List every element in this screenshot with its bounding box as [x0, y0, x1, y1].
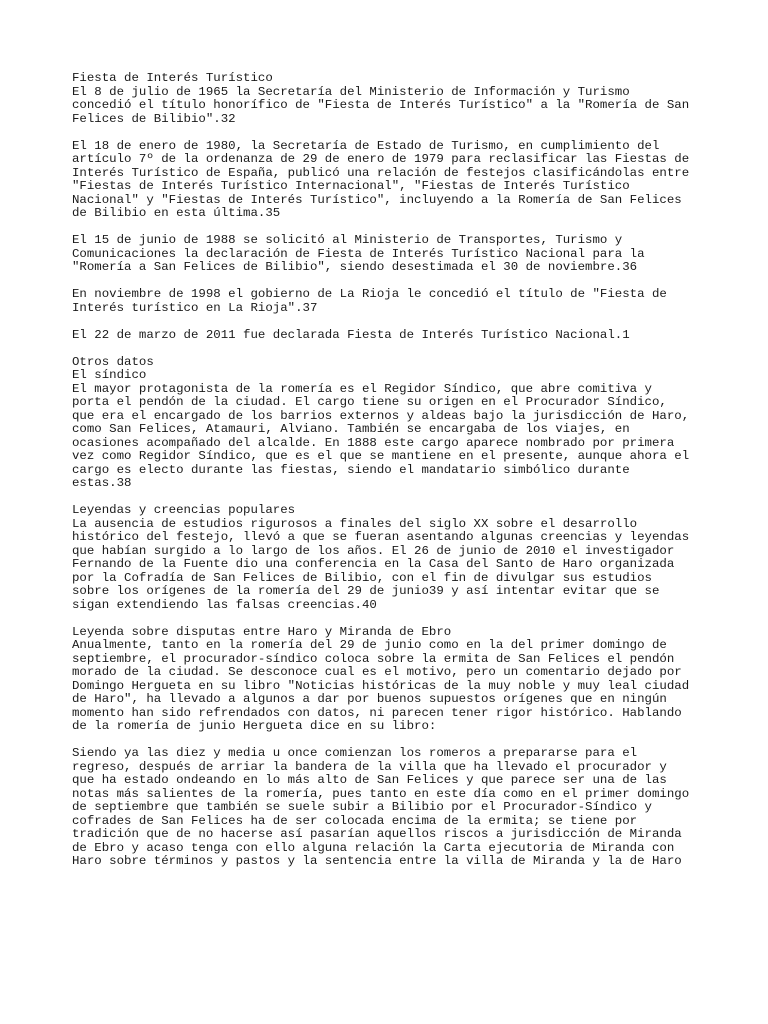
text-line: porta el pendón de la ciudad. El cargo tiene su origen en el Procurador Síndico, [72, 395, 667, 409]
text-line: La ausencia de estudios rigurosos a finales del siglo XX sobre el desarrollo [72, 516, 638, 531]
text-line: Fiesta de Interés Turístico [72, 71, 273, 85]
text-line: de Ebro y acaso tenga con ello alguna relación la Carta ejecutoria de Miranda con [72, 840, 675, 855]
text-line: El mayor protagonista de la romería es el Regidor Síndico, que abre comitiva y [72, 381, 652, 396]
text-line: Nacional" y "Fiestas de Interés Turístico", incluyendo a la Romería de San Felices [72, 192, 682, 207]
paragraph [72, 356, 712, 491]
text-line: Interés turístico en La Rioja".37 [72, 300, 318, 315]
text-line: Otros datos [72, 354, 154, 369]
paragraph [72, 329, 712, 343]
text-line: que ha estado ondeando en lo más alto de San Felices y que parece ser una de las [72, 773, 667, 787]
text-line: sigan extendiendo las falsas creencias.40 [72, 597, 377, 612]
paragraph [72, 72, 712, 126]
text-line: de Bilibio en esta última.35 [72, 206, 281, 220]
text-line: "Romería a San Felices de Bilibio", siendo desestimada el 30 de noviembre.36 [72, 260, 638, 274]
text-line: tradición que de no hacerse así pasarían aquellos riscos a jurisdicción de Miranda [72, 827, 682, 841]
text-line: vez como Regidor Síndico, que es el que se mantiene en el presente, aunque ahora el [72, 449, 690, 463]
document-page [72, 72, 712, 882]
text-line: Siendo ya las diez y media u once comienzan los romeros a prepararse para el [72, 746, 638, 760]
paragraph [72, 234, 712, 275]
paragraph [72, 288, 712, 315]
text-line: Domingo Hergueta en su libro "Noticias históricas de la muy noble y muy leal ciudad [72, 678, 690, 693]
paragraph [72, 747, 712, 869]
text-line: En noviembre de 1998 el gobierno de La Rioja le concedió el título de "Fiesta de [72, 287, 667, 301]
text-line: de Haro", ha llevado a algunos a dar por buenos supuestos orígenes que en ningún [72, 692, 667, 706]
text-line: septiembre, el procurador-síndico coloca sobre la ermita de San Felices el pendón [72, 651, 675, 666]
text-line: Felices de Bilibio".32 [72, 111, 236, 126]
text-line: concedió el título honorífico de "Fiesta de Interés Turístico" a la "Romería de San [72, 98, 690, 112]
text-line: El síndico [72, 368, 147, 382]
text-line: notas más salientes de la romería, pues tanto en este día como en el primer domingo [72, 786, 690, 801]
text-line: de la romería de junio Hergueta dice en su libro: [72, 719, 437, 733]
text-line: El 8 de julio de 1965 la Secretaría del Ministerio de Información y Turismo [72, 84, 630, 99]
text-line: Leyenda sobre disputas entre Haro y Miranda de Ebro [72, 624, 452, 639]
text-line: que habían surgido a lo largo de los años. El 26 de junio de 2010 el investigador [72, 543, 675, 558]
text-line: sobre los orígenes de la romería del 29 de junio39 y así intentar evitar que se [72, 584, 660, 598]
text-line: cargo es electo durante las fiestas, siendo el mandatario simbólico durante [72, 462, 630, 477]
text-line: Interés Turístico de España, publicó una relación de festejos clasificándolas entre [72, 165, 690, 180]
text-line: Anualmente, tanto en la romería del 29 de junio como en la del primer domingo de [72, 638, 667, 652]
text-line: El 15 de junio de 1988 se solicitó al Ministerio de Transportes, Turismo y [72, 233, 623, 247]
text-line: momento han sido refrendados con datos, ni parecen tener rigor histórico. Hablando [72, 705, 682, 720]
paragraph [72, 504, 712, 612]
text-line: morado de la ciudad. Se desconoce cual es el motivo, pero un comentario dejado por [72, 665, 682, 679]
text-line: Comunicaciones la declaración de Fiesta de Interés Turístico Nacional para la [72, 246, 645, 261]
paragraph [72, 626, 712, 734]
text-line: que era el encargado de los barrios externos y aldeas bajo la jurisdicción de Haro, [72, 408, 690, 423]
text-line: "Fiestas de Interés Turístico Internacional", "Fiestas de Interés Turístico [72, 179, 630, 193]
text-line: El 18 de enero de 1980, la Secretaría de Estado de Turismo, en cumplimiento del [72, 138, 660, 153]
text-line: Fernando de la Fuente dio una conferencia en la Casa del Santo de Haro organizada [72, 557, 675, 571]
text-line: regreso, después de arriar la bandera de la villa que ha llevado el procurador y [72, 759, 667, 774]
text-line: histórico del festejo, llevó a que se fueran asentando algunas creencias y leyendas [72, 530, 690, 544]
text-line: El 22 de marzo de 2011 fue declarada Fiesta de Interés Turístico Nacional.1 [72, 327, 630, 342]
text-line: estas.38 [72, 476, 132, 490]
text-line: de septiembre que también se suele subir a Bilibio por el Procurador-Síndico y [72, 800, 652, 814]
text-line: como San Felices, Atamauri, Alviano. También se encargaba de los viajes, en [72, 422, 630, 436]
text-line: por la Cofradía de San Felices de Bilibio, con el fin de divulgar sus estudios [72, 570, 652, 585]
text-line: artículo 7º de la ordenanza de 29 de enero de 1979 para reclasificar las Fiestas de [72, 152, 690, 166]
text-line: ocasiones acompañado del alcalde. En 1888 este cargo aparece nombrado por primera [72, 435, 675, 450]
text-line: Haro sobre términos y pastos y la sentencia entre la villa de Miranda y la de Haro [72, 854, 682, 868]
paragraph [72, 140, 712, 221]
text-line: Leyendas y creencias populares [72, 503, 296, 517]
text-line: cofrades de San Felices ha de ser colocada encima de la ermita; se tiene por [72, 813, 638, 828]
